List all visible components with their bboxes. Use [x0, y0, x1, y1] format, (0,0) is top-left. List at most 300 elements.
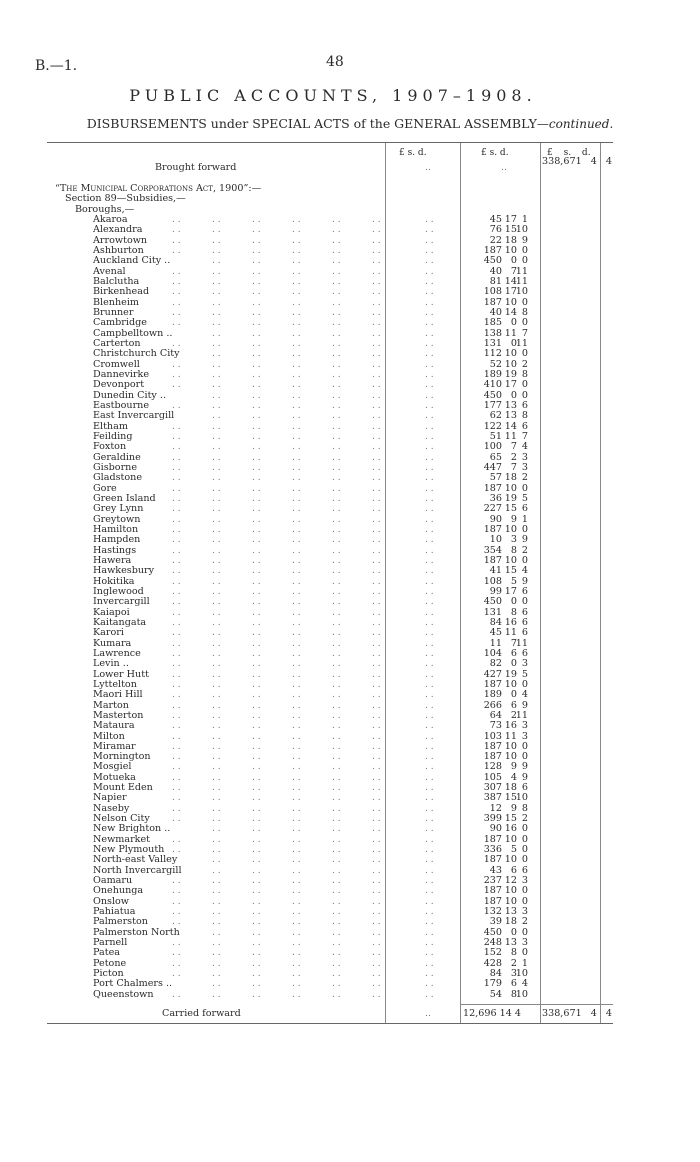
dot-leader: . . — [372, 411, 381, 422]
amount-shillings: 11 — [504, 627, 517, 639]
dot-leader: . . — [252, 225, 261, 236]
amount-pounds: 84 — [489, 968, 502, 980]
dot-leader: . . — [372, 741, 381, 752]
dot-leader: . . — [212, 545, 221, 556]
dot-leader: . . — [425, 256, 434, 267]
amount-pounds: 99 — [489, 585, 502, 597]
amount-pence: 6 — [521, 585, 528, 597]
dot-leader: . . — [292, 855, 301, 866]
dot-leader: . . — [172, 803, 181, 814]
carried-forward-subtotal: 12,696 14 4 — [463, 1008, 521, 1019]
dot-leader: . . — [292, 287, 301, 298]
dot-leader: . . — [212, 669, 221, 680]
amount-shillings: 10 — [504, 348, 517, 360]
amount-pounds: 187 — [483, 740, 502, 752]
dot-leader: . . — [372, 493, 381, 504]
dot-leader: . . — [252, 752, 261, 763]
dot-leader: . . — [332, 452, 341, 463]
dot-leader: . . — [332, 276, 341, 287]
dot-leader: . . — [332, 865, 341, 876]
dot-leader: . . — [212, 793, 221, 804]
borough-name: Maori Hill — [93, 689, 143, 701]
dot-leader: . . — [372, 369, 381, 380]
dot-leader: . . — [425, 793, 434, 804]
amount-shillings: 14 — [504, 275, 517, 287]
dot-leader: . . — [425, 979, 434, 990]
column-header-2: £ s. d. — [481, 148, 509, 158]
dot-leader: . . — [172, 814, 181, 825]
dot-leader: . . — [252, 855, 261, 866]
dot-leader: . . — [292, 845, 301, 856]
amount-pounds: 187 — [483, 244, 502, 256]
dot-leader: . . — [212, 659, 221, 670]
dot-leader: . . — [425, 710, 434, 721]
dot-leader: . . — [212, 318, 221, 329]
dot-leader: . . — [332, 648, 341, 659]
borough-name: Brunner — [93, 306, 134, 318]
dot-leader: . . — [252, 566, 261, 577]
amount-pounds: 189 — [483, 689, 502, 701]
dot-leader: . . — [372, 400, 381, 411]
amount-shillings: 10 — [504, 244, 517, 256]
borough-name: Picton — [93, 968, 124, 980]
dot-leader: . . — [252, 783, 261, 794]
dot-leader: . . — [172, 504, 181, 515]
dot-leader: . . — [292, 783, 301, 794]
borough-name: Inglewood — [93, 585, 144, 597]
dot-leader: . . — [252, 576, 261, 587]
amount-pence: 11 — [515, 637, 528, 649]
dot-leader: . . — [252, 235, 261, 246]
dot-leader: . . — [212, 349, 221, 360]
amount-shillings: 0 — [510, 926, 517, 938]
borough-name: New Brighton .. — [93, 823, 171, 835]
dot-leader: . . — [212, 948, 221, 959]
dot-leader: . . — [332, 710, 341, 721]
carried-forward-label: Carried forward — [162, 1008, 241, 1019]
subtitle-text: DISBURSEMENTS under SPECIAL ACTS of the GENERAL ASSEMBLY — [86, 116, 537, 131]
dot-leader: . . — [332, 979, 341, 990]
amount-shillings: 2 — [510, 957, 517, 969]
dot-leader: . . — [425, 452, 434, 463]
borough-name: Dannevirke — [93, 368, 150, 380]
amount-pounds: 62 — [489, 410, 502, 422]
dot-leader: . . — [292, 824, 301, 835]
dot-leader: . . — [292, 679, 301, 690]
amount-shillings: 13 — [504, 906, 517, 918]
amount-shillings: 0 — [510, 658, 517, 670]
dot-leader: . . — [212, 369, 221, 380]
amount-pounds: 187 — [483, 678, 502, 690]
amount-pounds: 12 — [489, 802, 502, 814]
amount-shillings: 15 — [504, 224, 517, 236]
amount-pounds: 40 — [489, 306, 502, 318]
dot-leader: . . — [332, 617, 341, 628]
borough-name: Auckland City .. — [93, 255, 171, 267]
amount-pence: 11 — [515, 709, 528, 721]
amount-pence: 3 — [521, 937, 528, 949]
dot-leader: . . — [332, 855, 341, 866]
dot-leader: . . — [292, 266, 301, 277]
borough-name: Hastings — [93, 544, 137, 556]
amount-shillings: 13 — [504, 399, 517, 411]
amount-shillings: 10 — [504, 554, 517, 566]
dot-leader: . . — [292, 524, 301, 535]
dot-leader: . . — [292, 276, 301, 287]
amount-pence: 11 — [515, 265, 528, 277]
dot-leader: . . — [332, 741, 341, 752]
dot-leader: . . — [372, 421, 381, 432]
dot-leader: . . — [372, 504, 381, 515]
amount-shillings: 0 — [510, 689, 517, 701]
borough-name: Foxton — [93, 441, 127, 453]
amount-pounds: 450 — [483, 255, 502, 267]
amount-pounds: 103 — [483, 730, 502, 742]
borough-name: Masterton — [93, 709, 144, 721]
borough-name: Levin .. — [93, 658, 129, 670]
dot-leader: . . — [252, 876, 261, 887]
dot-leader: . . — [212, 473, 221, 484]
amount-pence: 0 — [521, 740, 528, 752]
dot-leader: . . — [172, 597, 181, 608]
amount-shillings: 13 — [504, 937, 517, 949]
dot-leader: . . — [292, 669, 301, 680]
dot-leader: . . — [425, 752, 434, 763]
dot-leader: . . — [252, 958, 261, 969]
amount-pounds: 90 — [489, 823, 502, 835]
dot-leader: . . — [212, 638, 221, 649]
borough-name: Gladstone — [93, 472, 143, 484]
dot-leader: . . — [252, 297, 261, 308]
dot-leader: . . — [332, 638, 341, 649]
dot-leader: . . — [292, 948, 301, 959]
borough-name: Milton — [93, 730, 125, 742]
dot-leader: . . — [372, 948, 381, 959]
dot-leader: . . — [172, 731, 181, 742]
amount-shillings: 10 — [504, 895, 517, 907]
dot-leader: . . — [292, 865, 301, 876]
dot-leader: . . — [332, 824, 341, 835]
borough-name: Hokitika — [93, 575, 135, 587]
dot-leader: . . — [332, 390, 341, 401]
borough-name: North Invercargill — [93, 864, 182, 876]
amount-shillings: 17 — [504, 286, 517, 298]
borough-name: Karori — [93, 627, 124, 639]
dot-leader: . . — [372, 473, 381, 484]
amount-shillings: 15 — [504, 565, 517, 577]
dot-leader: . . — [425, 483, 434, 494]
dot-leader: . . — [292, 411, 301, 422]
dot-leader: . . — [425, 566, 434, 577]
borough-name: Arrowtown — [93, 234, 148, 246]
dot-leader: . . — [172, 762, 181, 773]
dot-leader: . . — [212, 803, 221, 814]
dot-leader: . . — [212, 969, 221, 980]
column-header-1: £ s. d. — [399, 148, 427, 158]
dot-leader: . . — [332, 762, 341, 773]
dot-leader: . . — [252, 648, 261, 659]
dot-leader: . . — [372, 266, 381, 277]
dot-leader: . . — [172, 318, 181, 329]
amount-pence: 9 — [521, 771, 528, 783]
amount-pence: 0 — [521, 823, 528, 835]
borough-name: Marton — [93, 699, 129, 711]
amount-shillings: 10 — [504, 678, 517, 690]
dot-leader: . . — [425, 607, 434, 618]
dot-leader: . . — [252, 586, 261, 597]
carried-forward-total: 338,671 4 4 — [542, 1008, 612, 1019]
dot-leader: . . — [212, 297, 221, 308]
amount-pence: 4 — [521, 441, 528, 453]
amount-pence: 0 — [521, 844, 528, 856]
dot-leader: . . — [372, 917, 381, 928]
dot-leader: . . — [252, 793, 261, 804]
amount-pounds: 187 — [483, 885, 502, 897]
dot-leader: . . — [212, 845, 221, 856]
dot-leader: . . — [372, 555, 381, 566]
amount-pounds: 354 — [483, 544, 502, 556]
dot-leader: . . — [425, 597, 434, 608]
dot-leader: . . — [252, 700, 261, 711]
dot-leader: . . — [292, 917, 301, 928]
dot-leader: . . — [332, 318, 341, 329]
dot-leader: . . — [372, 535, 381, 546]
dot-leader: . . — [252, 834, 261, 845]
dot-leader: . . — [372, 287, 381, 298]
dot-leader: . . — [212, 266, 221, 277]
dot-leader: . . — [332, 679, 341, 690]
amount-shillings: 17 — [504, 379, 517, 391]
amount-pence: 0 — [521, 554, 528, 566]
borough-name: Kaiapoi — [93, 606, 130, 618]
amount-shillings: 17 — [504, 214, 517, 225]
dot-leader: . . — [372, 783, 381, 794]
dot-leader: . . — [252, 245, 261, 256]
dot-leader: . . — [372, 979, 381, 990]
dot-leader: . . — [172, 380, 181, 391]
dot-leader: . . — [425, 938, 434, 949]
amount-pence: 3 — [521, 720, 528, 732]
dot-leader: . . — [212, 927, 221, 938]
dot-leader: . . — [172, 297, 181, 308]
section-subtitle — [0, 116, 700, 131]
amount-pence: 0 — [521, 926, 528, 938]
amount-pounds: 187 — [483, 854, 502, 866]
dot-leader: . . — [172, 938, 181, 949]
dot-leader: . . — [332, 256, 341, 267]
amount-pence: 6 — [521, 616, 528, 628]
amount-shillings: 18 — [504, 916, 517, 928]
amount-pounds: 45 — [489, 627, 502, 639]
dot-leader: . . — [372, 628, 381, 639]
dot-leader: . . — [172, 690, 181, 701]
amount-pounds: 387 — [483, 792, 502, 804]
dot-leader: . . — [425, 783, 434, 794]
amount-pounds: 22 — [489, 234, 502, 246]
dot-leader: . . — [372, 215, 381, 225]
dot-leader: . . — [172, 307, 181, 318]
amount-pounds: 54 — [489, 988, 502, 1000]
dot-leader: . . — [332, 690, 341, 701]
dot-leader: . . — [425, 390, 434, 401]
dot-leader: . . — [212, 762, 221, 773]
dot-leader: . . — [252, 545, 261, 556]
borough-name: Cambridge — [93, 317, 147, 329]
dot-leader: . . — [172, 245, 181, 256]
dot-leader: . . — [212, 514, 221, 525]
borough-name: Palmerston North — [93, 926, 180, 938]
dot-leader: . . — [212, 586, 221, 597]
dot-leader: . . — [292, 690, 301, 701]
dot-leader: . . — [292, 452, 301, 463]
amount-pounds: 187 — [483, 482, 502, 494]
amount-pounds: 185 — [483, 317, 502, 329]
dot-leader: . . — [372, 586, 381, 597]
amount-shillings: 10 — [504, 833, 517, 845]
amount-pence: 9 — [521, 534, 528, 546]
amount-shillings: 10 — [504, 751, 517, 763]
dot-leader: . . — [292, 638, 301, 649]
dot-leader: . . — [212, 400, 221, 411]
dot-leader: . . — [425, 493, 434, 504]
dot-leader: . . — [292, 235, 301, 246]
amount-pence: 6 — [521, 864, 528, 876]
borough-name: Palmerston — [93, 916, 148, 928]
dot-leader: . . — [172, 287, 181, 298]
dot-leader: . . — [252, 762, 261, 773]
dot-leader: . . — [252, 431, 261, 442]
dot-leader: . . — [212, 700, 221, 711]
dot-leader: . . — [252, 907, 261, 918]
amount-shillings: 19 — [504, 492, 517, 504]
dot-leader: . . — [252, 845, 261, 856]
amount-shillings: 9 — [510, 513, 517, 525]
amount-pence: 6 — [521, 782, 528, 794]
dot-leader: . . — [425, 411, 434, 422]
dot-leader: . . — [425, 989, 434, 1000]
dot-leader: . . — [372, 638, 381, 649]
borough-name: Eltham — [93, 420, 128, 432]
borough-name: Hamilton — [93, 523, 139, 535]
dot-leader: . . — [172, 700, 181, 711]
amount-pounds: 227 — [483, 503, 502, 515]
amount-pounds: 105 — [483, 771, 502, 783]
amount-shillings: 10 — [504, 358, 517, 370]
borough-name: Queenstown — [93, 988, 154, 1000]
amount-pence: 5 — [521, 492, 528, 504]
dot-leader: . . — [292, 814, 301, 825]
dot-leader: . . — [425, 307, 434, 318]
dot-leader: . . — [252, 535, 261, 546]
dot-leader: . . — [292, 369, 301, 380]
dot-leader: . . — [292, 762, 301, 773]
dot-leader: . . — [172, 442, 181, 453]
dot-leader: . . — [372, 700, 381, 711]
dot-leader: . . — [425, 948, 434, 959]
amount-pounds: 237 — [483, 875, 502, 887]
amount-pounds: 57 — [489, 472, 502, 484]
dot-leader: . . — [252, 741, 261, 752]
dot-leader: . . — [292, 225, 301, 236]
amount-shillings: 10 — [504, 482, 517, 494]
amount-pounds: 187 — [483, 554, 502, 566]
dot-leader: . . — [425, 731, 434, 742]
amount-pence: 9 — [521, 575, 528, 587]
page-number: 48 — [326, 54, 344, 70]
amount-pence: 6 — [521, 606, 528, 618]
amount-pounds: 51 — [489, 430, 502, 442]
dot-leader: . . — [252, 979, 261, 990]
amount-shillings: 8 — [510, 606, 517, 618]
dot-leader: . . — [252, 369, 261, 380]
dot-leader: . . — [252, 669, 261, 680]
amount-pence: 3 — [521, 906, 528, 918]
dot-leader: . . — [252, 628, 261, 639]
brought-forward-col2: .. — [425, 162, 432, 173]
dot-leader: . . — [425, 741, 434, 752]
dot-leader: . . — [425, 700, 434, 711]
dot-leader: . . — [372, 514, 381, 525]
dot-leader: . . — [372, 855, 381, 866]
dot-leader: . . — [292, 927, 301, 938]
dot-leader: . . — [425, 235, 434, 246]
dot-leader: . . — [252, 938, 261, 949]
amount-shillings: 0 — [510, 337, 517, 349]
borough-name: Carterton — [93, 337, 141, 349]
amount-shillings: 0 — [510, 317, 517, 329]
dot-leader: . . — [252, 886, 261, 897]
dot-leader: . . — [212, 566, 221, 577]
dot-leader: . . — [332, 845, 341, 856]
dot-leader: . . — [292, 628, 301, 639]
dot-leader: . . — [372, 225, 381, 236]
dot-leader: . . — [252, 287, 261, 298]
dot-leader: . . — [332, 225, 341, 236]
dot-leader: . . — [292, 297, 301, 308]
dot-leader: . . — [172, 876, 181, 887]
dot-leader: . . — [252, 514, 261, 525]
dot-leader: . . — [425, 679, 434, 690]
dot-leader: . . — [172, 958, 181, 969]
dot-leader: . . — [332, 876, 341, 887]
amount-pounds: 82 — [489, 658, 502, 670]
amount-shillings: 9 — [510, 802, 517, 814]
amount-pence: 3 — [521, 461, 528, 473]
dot-leader: . . — [292, 318, 301, 329]
subtitle-suffix: —continued. — [536, 117, 614, 131]
dot-leader: . . — [372, 896, 381, 907]
dot-leader: . . — [292, 338, 301, 349]
dot-leader: . . — [372, 834, 381, 845]
dot-leader: . . — [372, 772, 381, 783]
amount-shillings: 5 — [510, 844, 517, 856]
dot-leader: . . — [332, 462, 341, 473]
borough-name: Newmarket — [93, 833, 151, 845]
dot-leader: . . — [372, 307, 381, 318]
amount-pounds: 40 — [489, 265, 502, 277]
dot-leader: . . — [172, 834, 181, 845]
dot-leader: . . — [372, 297, 381, 308]
dot-leader: . . — [172, 266, 181, 277]
borough-name: Eastbourne — [93, 399, 150, 411]
amount-shillings: 6 — [510, 699, 517, 711]
dot-leader: . . — [292, 442, 301, 453]
dot-leader: . . — [372, 349, 381, 360]
dot-leader: . . — [372, 669, 381, 680]
amount-pounds: 41 — [489, 565, 502, 577]
amount-pence: 9 — [521, 761, 528, 773]
dot-leader: . . — [425, 824, 434, 835]
